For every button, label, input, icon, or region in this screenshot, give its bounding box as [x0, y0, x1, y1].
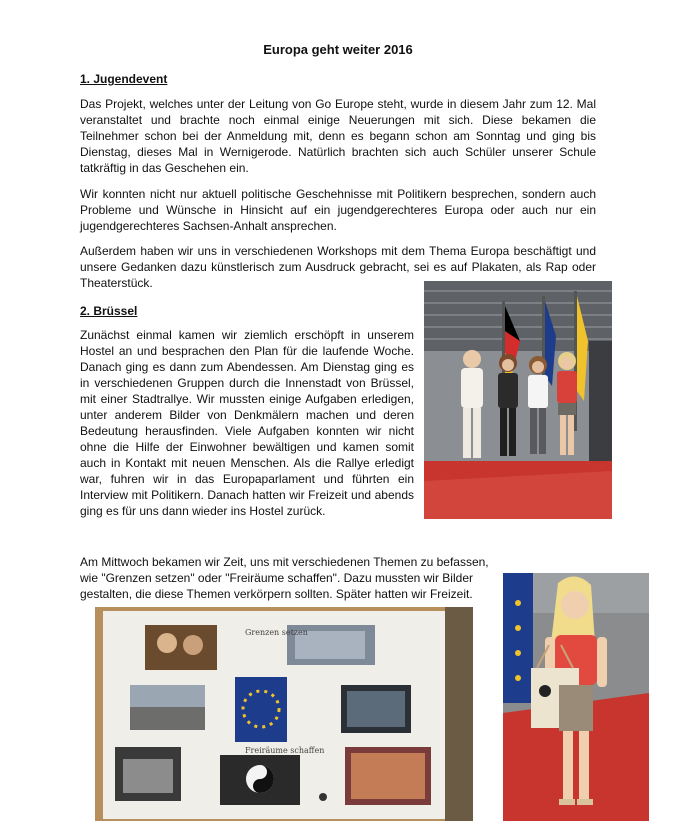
- paragraph-4: Zunächst einmal kamen wir ziemlich erschöpft in unserem Hostel an und besprachen den Plan für die laufende Woche. Danach ging es dann zum Abendessen. Am Dienstag ging es in verschiedenen Gruppen durch die Innenstadt von Brüssel, mit einer Stadtrallye. Wir mussten einige Aufgaben erledigen, unter anderem Bilder von Denkmälern machen und deren Bedeutung herausfinden. Viele Aufgaben konnten wir nicht ohne die Hilfe der Einwohner bewältigen und kamen somit auch in Kontakt mit neuen Menschen. Als die Rallye erledigt war, fuhren wir in das Europaparlament und führten ein Interview mit Politikern. Danach hatten wir Freizeit und abends ging es für uns dann wieder ins Hostel zurück.: [80, 328, 414, 518]
- paragraph-1: Das Projekt, welches unter der Leitung von Go Europe steht, wurde in diesem Jahr zum 12. Mal veranstaltet und brachte noch einmal einige Neuerungen mit sich. Diese bekamen die Teilnehmer schon bei der Anmeldung mit, denn es begann schon am Sonntag und ging bis Dienstag, dieses Mal in Wernigerode. Natürlich brachten sich auch Schüler unserer Schule tatkräftig in das Geschehen ein.: [80, 97, 596, 175]
- section-heading-jugendevent: 1. Jugendevent: [80, 72, 168, 86]
- section-heading-bruessel: 2. Brüssel: [80, 304, 138, 318]
- document-title: Europa geht weiter 2016: [263, 42, 413, 57]
- paragraph-3: Außerdem haben wir uns in verschiedenen Workshops mit dem Thema Europa beschäftigt und unsere Gedanken dazu künstlerisch zum Ausdruck gebracht, sei es auf Plakaten, als Rap oder Theaterstück.: [80, 244, 596, 290]
- group-photo: [424, 281, 612, 519]
- poster-label-1: Grenzen setzen: [245, 628, 308, 637]
- paragraph-5: Am Mittwoch bekamen wir Zeit, uns mit verschiedenen Themen zu befassen, wie "Grenzen setzen" oder "Freiräume schaffen". Dazu mussten wir Bilder gestalten, die diese Themen verkörpern sollten. Später hatten wir Freizeit.: [80, 555, 489, 601]
- poster-label-2: Freiräume schaffen: [245, 746, 325, 755]
- paragraph-2: Wir konnten nicht nur aktuell politische Geschehnisse mit Politikern besprechen, sondern auch Probleme und Wünsche in Hinsicht auf ein jugendgerechteres Europa oder auch nur ein jugendgerechteres Sachsen-Anhalt ansprechen.: [80, 187, 596, 233]
- girl-bag-photo: [503, 573, 649, 821]
- poster-photo: [95, 607, 473, 821]
